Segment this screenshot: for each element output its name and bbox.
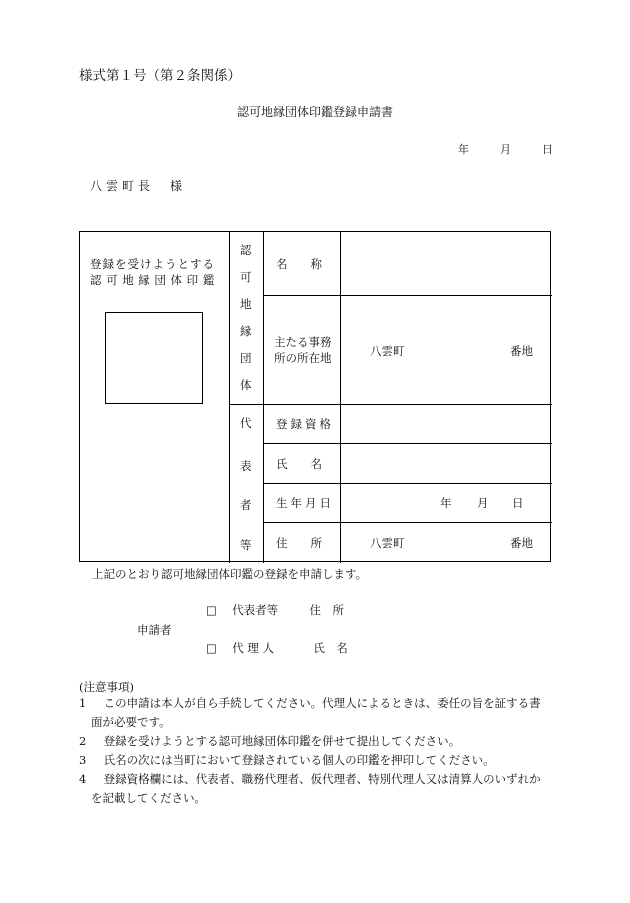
address-field-label: 住 所 — [309, 603, 344, 617]
note-3 — [79, 751, 495, 770]
person-name-label: 氏 名 — [276, 457, 322, 471]
office-banchi: 番地 — [510, 344, 533, 358]
seal-stamp-box[interactable] — [105, 312, 203, 404]
rep-label-1: 代 — [240, 416, 252, 430]
document-title: 認可地縁団体印鑑登録申請書 — [236, 105, 393, 119]
group-label-2: 可 — [240, 270, 252, 284]
date-day-label: 日 — [542, 143, 553, 156]
note-2 — [79, 732, 460, 751]
applicant-label: 申請者 — [137, 623, 172, 637]
group-label-5: 団 — [240, 351, 252, 365]
application-date — [458, 141, 553, 157]
group-label-1: 認 — [240, 243, 252, 257]
note-1 — [79, 694, 541, 713]
address-town: 八雲町 — [370, 536, 405, 550]
birth-year: 年 — [440, 496, 452, 510]
name-label: 名 称 — [276, 257, 322, 271]
note-text: この申請は本人が自ら手続してください。代理人によるときは、委任の旨を証する書 — [103, 696, 541, 710]
address-banchi: 番地 — [510, 536, 533, 550]
note-1-cont: 面が必要です。 — [91, 715, 171, 729]
seal-caption-2: 認可地縁団体印鑑 — [90, 273, 219, 287]
group-label-4: 縁 — [240, 324, 252, 338]
applicant-option-representative[interactable] — [206, 602, 344, 618]
birth-date-label: 生年月日 — [276, 496, 334, 510]
group-label-3: 地 — [240, 297, 252, 311]
notes-title: (注意事項) — [79, 680, 134, 694]
rep-label-2: 表 — [240, 459, 252, 473]
application-table — [79, 231, 551, 562]
note-text: 登録資格欄には、代表者、職務代理者、仮代理者、特別代理人又は清算人のいずれか — [103, 772, 541, 786]
statement: 上記のとおり認可地縁団体印鑑の登録を申請します。 — [92, 567, 368, 581]
form-number: 様式第１号（第２条関係） — [79, 68, 241, 84]
qualification-label: 登録資格 — [276, 417, 334, 431]
rep-label-3: 者 — [240, 498, 252, 512]
office-label-2: 所の所在地 — [274, 351, 332, 365]
note-text: 登録を受けようとする認可地縁団体印鑑を併せて提出してください。 — [103, 734, 461, 748]
note-number: 2 — [79, 734, 87, 748]
date-year-label: 年 — [458, 143, 469, 156]
note-text: 氏名の次には当町において登録されている個人の印鑑を押印してください。 — [103, 753, 495, 767]
note-number: 3 — [79, 753, 87, 767]
option-agent-label: 代 理 人 — [232, 641, 274, 655]
addressee: 八雲町長 様 — [90, 179, 187, 193]
group-label-6: 体 — [240, 378, 252, 392]
birth-day: 日 — [512, 496, 524, 510]
date-month-label: 月 — [500, 143, 511, 156]
checkbox-icon[interactable]: □ — [206, 603, 217, 617]
name-field-label: 氏 名 — [313, 641, 348, 655]
note-4-cont: を記載してください。 — [91, 791, 206, 805]
note-4 — [79, 770, 541, 789]
option-representative-label: 代表者等 — [232, 603, 279, 617]
office-label: 主たる事務 — [274, 335, 332, 349]
note-number: 1 — [79, 696, 87, 710]
address-label: 住 所 — [276, 536, 322, 550]
seal-caption: 登録を受けようとする — [90, 257, 215, 271]
office-town: 八雲町 — [370, 344, 405, 358]
note-number: 4 — [79, 772, 87, 786]
birth-month: 月 — [477, 496, 489, 510]
rep-label-4: 等 — [240, 538, 252, 552]
checkbox-icon[interactable]: □ — [206, 641, 217, 655]
applicant-option-agent[interactable] — [206, 640, 348, 656]
